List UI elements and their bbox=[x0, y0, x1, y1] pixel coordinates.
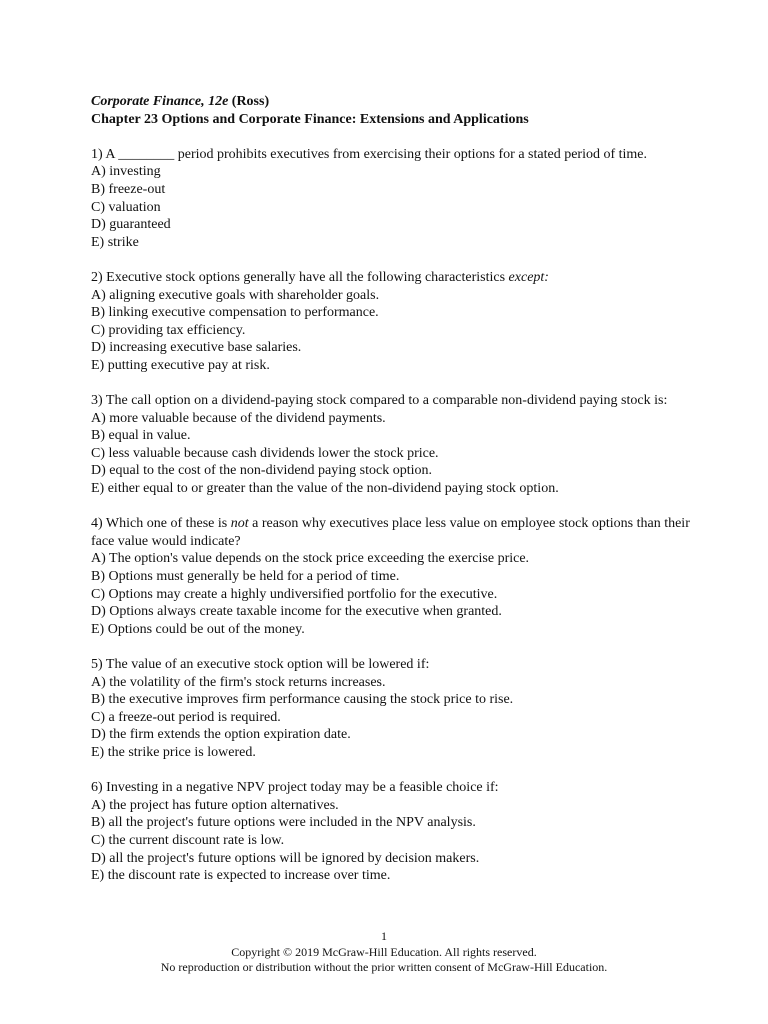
answer-option: A) aligning executive goals with shareholder goals. bbox=[91, 287, 380, 303]
question-text: 2) Executive stock options generally have all the following characteristics except: bbox=[91, 269, 549, 285]
chapter-title: Options and Corporate Finance: Extensions and Applications bbox=[161, 111, 529, 127]
answer-option: E) the discount rate is expected to increase over time. bbox=[91, 868, 391, 884]
answer-option: C) the current discount rate is low. bbox=[91, 832, 285, 848]
answer-option: D) guaranteed bbox=[91, 217, 171, 233]
answer-option: D) equal to the cost of the non-dividend paying stock option. bbox=[91, 463, 432, 479]
question-text: 4) Which one of these is not a reason why executives place less value on employee stock options than their face value would indicate? bbox=[91, 516, 690, 549]
question-6 bbox=[91, 779, 691, 885]
page-footer bbox=[0, 929, 768, 976]
answer-option: B) linking executive compensation to performance. bbox=[91, 305, 379, 321]
answer-option: B) freeze-out bbox=[91, 181, 166, 197]
question-number: 1) bbox=[91, 146, 103, 162]
question-5 bbox=[91, 656, 691, 762]
answer-options bbox=[91, 550, 691, 638]
answer-options bbox=[91, 674, 691, 762]
answer-option: C) less valuable because cash dividends lower the stock price. bbox=[91, 445, 439, 461]
answer-option: E) strike bbox=[91, 234, 139, 250]
answer-option: E) either equal to or greater than the value of the non-dividend paying stock option. bbox=[91, 481, 559, 497]
question-number: 4) bbox=[91, 516, 103, 532]
answer-option: A) more valuable because of the dividend payments. bbox=[91, 410, 386, 426]
book-author: (Ross) bbox=[231, 94, 270, 109]
question-number: 3) bbox=[91, 393, 103, 409]
answer-option: D) all the project's future options will be ignored by decision makers. bbox=[91, 850, 480, 866]
answer-option: B) the executive improves firm performance causing the stock price to rise. bbox=[91, 692, 514, 708]
answer-option: E) Options could be out of the money. bbox=[91, 621, 305, 637]
answer-options bbox=[91, 410, 691, 498]
emphasis-text: not bbox=[230, 516, 249, 532]
answer-option: C) a freeze-out period is required. bbox=[91, 709, 281, 725]
question-2 bbox=[91, 269, 691, 375]
question-text: 1) A ________ period prohibits executives from exercising their options for a stated period of time. bbox=[91, 146, 648, 162]
answer-option: E) putting executive pay at risk. bbox=[91, 357, 270, 373]
chapter-heading bbox=[91, 111, 691, 129]
copyright-notice: Copyright © 2019 McGraw-Hill Education. All rights reserved. bbox=[231, 944, 537, 959]
answer-option: B) equal in value. bbox=[91, 428, 191, 444]
book-title: Corporate Finance, 12e bbox=[91, 94, 229, 109]
answer-options bbox=[91, 797, 691, 885]
answer-option: A) The option's value depends on the stock price exceeding the exercise price. bbox=[91, 551, 530, 567]
emphasis-text: except: bbox=[508, 269, 549, 285]
question-text: 6) Investing in a negative NPV project today may be a feasible choice if: bbox=[91, 780, 499, 796]
answer-option: B) Options must generally be held for a period of time. bbox=[91, 569, 400, 585]
question-text: 3) The call option on a dividend-paying stock compared to a comparable non-dividend paying stock is: bbox=[91, 393, 668, 409]
answer-option: A) investing bbox=[91, 164, 161, 180]
question-1 bbox=[91, 146, 691, 252]
answer-option: D) the firm extends the option expiration date. bbox=[91, 727, 351, 743]
book-title-line bbox=[91, 93, 691, 111]
question-number: 2) bbox=[91, 269, 103, 285]
answer-option: E) the strike price is lowered. bbox=[91, 744, 256, 760]
answer-options bbox=[91, 287, 691, 375]
answer-option: B) all the project's future options were included in the NPV analysis. bbox=[91, 815, 476, 831]
answer-options bbox=[91, 163, 691, 251]
answer-option: A) the volatility of the firm's stock returns increases. bbox=[91, 674, 386, 690]
question-text: 5) The value of an executive stock option will be lowered if: bbox=[91, 657, 430, 672]
question-4 bbox=[91, 515, 691, 638]
question-3 bbox=[91, 392, 691, 498]
answer-option: A) the project has future option alternatives. bbox=[91, 797, 339, 813]
chapter-number: Chapter 23 bbox=[91, 111, 159, 127]
answer-option: C) valuation bbox=[91, 199, 161, 215]
answer-option: D) increasing executive base salaries. bbox=[91, 340, 302, 356]
page-number: 1 bbox=[381, 929, 387, 943]
answer-option: D) Options always create taxable income for the executive when granted. bbox=[91, 604, 502, 620]
answer-option: C) Options may create a highly undiversified portfolio for the executive. bbox=[91, 586, 498, 602]
question-number: 5) bbox=[91, 657, 103, 672]
reproduction-notice: No reproduction or distribution without the prior written consent of McGraw-Hill Education. bbox=[160, 960, 608, 974]
question-number: 6) bbox=[91, 780, 103, 796]
answer-option: C) providing tax efficiency. bbox=[91, 322, 246, 338]
document-body bbox=[91, 93, 691, 885]
